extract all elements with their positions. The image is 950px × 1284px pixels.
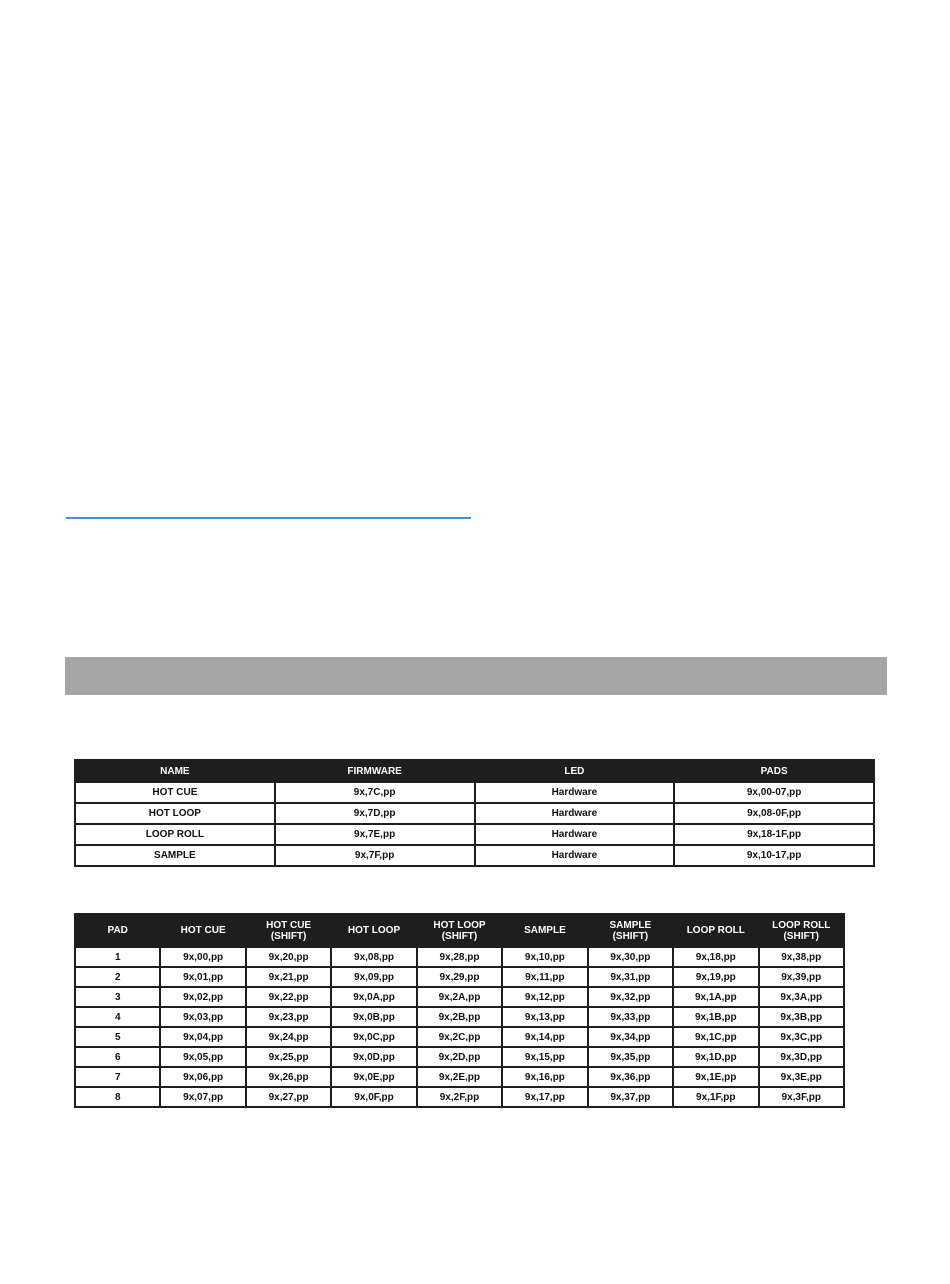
mode-pads-cell: 9x,08-0F,pp [674, 803, 874, 824]
mode-pads-cell: 9x,18-1F,pp [674, 824, 874, 845]
table-row [75, 987, 844, 1007]
mode-name-cell: LOOP ROLL [75, 824, 275, 845]
pad-header-hot-loop: HOT LOOP [331, 914, 416, 947]
sample-shift-cell: 9x,35,pp [588, 1047, 673, 1067]
sample-cell: 9x,17,pp [502, 1087, 587, 1107]
pad-number-cell: 6 [75, 1047, 160, 1067]
sample-shift-cell: 9x,31,pp [588, 967, 673, 987]
loop-roll-shift-cell: 9x,38,pp [759, 947, 845, 967]
loop-roll-shift-cell: 9x,3A,pp [759, 987, 845, 1007]
section-header-bar [65, 657, 887, 695]
hot-loop-shift-cell: 9x,2E,pp [417, 1067, 502, 1087]
loop-roll-cell: 9x,18,pp [673, 947, 758, 967]
hot-cue-cell: 9x,04,pp [160, 1027, 245, 1047]
mode-firmware-cell: 9x,7F,pp [275, 845, 475, 866]
mode-led-cell: Hardware [475, 824, 675, 845]
loop-roll-cell: 9x,1A,pp [673, 987, 758, 1007]
sample-cell: 9x,13,pp [502, 1007, 587, 1027]
table-row [75, 1067, 844, 1087]
mode-name-cell: HOT LOOP [75, 803, 275, 824]
loop-roll-shift-cell: 9x,39,pp [759, 967, 845, 987]
pad-header-pad: PAD [75, 914, 160, 947]
pad-number-cell: 2 [75, 967, 160, 987]
table-row [75, 947, 844, 967]
mode-header-firmware: FIRMWARE [275, 760, 475, 782]
hot-cue-shift-cell: 9x,27,pp [246, 1087, 331, 1107]
mode-pads-cell: 9x,00-07,pp [674, 782, 874, 803]
mode-header-name: NAME [75, 760, 275, 782]
mode-header-led: LED [475, 760, 675, 782]
mode-firmware-cell: 9x,7D,pp [275, 803, 475, 824]
loop-roll-cell: 9x,1D,pp [673, 1047, 758, 1067]
hot-loop-shift-cell: 9x,2C,pp [417, 1027, 502, 1047]
pad-number-cell: 8 [75, 1087, 160, 1107]
pad-header-hot-cue-shift: HOT CUE (SHIFT) [246, 914, 331, 947]
loop-roll-shift-cell: 9x,3B,pp [759, 1007, 845, 1027]
pad-mapping-table [74, 913, 845, 1108]
sample-cell: 9x,11,pp [502, 967, 587, 987]
blue-divider-rule [66, 517, 471, 519]
hot-cue-shift-cell: 9x,21,pp [246, 967, 331, 987]
hot-cue-shift-cell: 9x,24,pp [246, 1027, 331, 1047]
mode-firmware-cell: 9x,7E,pp [275, 824, 475, 845]
pad-header-sample-shift: SAMPLE (SHIFT) [588, 914, 673, 947]
hot-loop-shift-cell: 9x,28,pp [417, 947, 502, 967]
hot-loop-cell: 9x,0D,pp [331, 1047, 416, 1067]
loop-roll-cell: 9x,1F,pp [673, 1087, 758, 1107]
hot-loop-cell: 9x,08,pp [331, 947, 416, 967]
hot-loop-shift-cell: 9x,2F,pp [417, 1087, 502, 1107]
mode-header-pads: PADS [674, 760, 874, 782]
hot-cue-shift-cell: 9x,26,pp [246, 1067, 331, 1087]
loop-roll-cell: 9x,1E,pp [673, 1067, 758, 1087]
hot-cue-shift-cell: 9x,25,pp [246, 1047, 331, 1067]
hot-cue-cell: 9x,00,pp [160, 947, 245, 967]
loop-roll-shift-cell: 9x,3C,pp [759, 1027, 845, 1047]
sample-shift-cell: 9x,34,pp [588, 1027, 673, 1047]
sample-shift-cell: 9x,37,pp [588, 1087, 673, 1107]
table-row [75, 1047, 844, 1067]
hot-cue-cell: 9x,02,pp [160, 987, 245, 1007]
table-row [75, 1007, 844, 1027]
sample-cell: 9x,16,pp [502, 1067, 587, 1087]
sample-shift-cell: 9x,33,pp [588, 1007, 673, 1027]
mode-mapping-table [74, 759, 875, 867]
mode-led-cell: Hardware [475, 782, 675, 803]
table-row [75, 967, 844, 987]
hot-cue-cell: 9x,05,pp [160, 1047, 245, 1067]
mode-name-cell: HOT CUE [75, 782, 275, 803]
hot-cue-shift-cell: 9x,23,pp [246, 1007, 331, 1027]
sample-cell: 9x,14,pp [502, 1027, 587, 1047]
loop-roll-shift-cell: 9x,3E,pp [759, 1067, 845, 1087]
hot-loop-cell: 9x,0C,pp [331, 1027, 416, 1047]
hot-loop-shift-cell: 9x,2D,pp [417, 1047, 502, 1067]
sample-shift-cell: 9x,30,pp [588, 947, 673, 967]
loop-roll-cell: 9x,1C,pp [673, 1027, 758, 1047]
hot-loop-cell: 9x,0A,pp [331, 987, 416, 1007]
table-row [75, 803, 874, 824]
pad-header-loop-roll: LOOP ROLL [673, 914, 758, 947]
sample-cell: 9x,15,pp [502, 1047, 587, 1067]
hot-cue-shift-cell: 9x,20,pp [246, 947, 331, 967]
table-row [75, 1027, 844, 1047]
hot-loop-shift-cell: 9x,2A,pp [417, 987, 502, 1007]
table-row [75, 1087, 844, 1107]
sample-shift-cell: 9x,36,pp [588, 1067, 673, 1087]
loop-roll-shift-cell: 9x,3F,pp [759, 1087, 845, 1107]
pad-header-loop-roll-shift: LOOP ROLL (SHIFT) [759, 914, 845, 947]
hot-loop-cell: 9x,0B,pp [331, 1007, 416, 1027]
mode-table-header-row [75, 760, 874, 782]
pad-number-cell: 7 [75, 1067, 160, 1087]
table-row [75, 845, 874, 866]
hot-cue-cell: 9x,07,pp [160, 1087, 245, 1107]
pad-header-hot-loop-shift: HOT LOOP (SHIFT) [417, 914, 502, 947]
hot-loop-cell: 9x,09,pp [331, 967, 416, 987]
hot-cue-cell: 9x,03,pp [160, 1007, 245, 1027]
table-row [75, 824, 874, 845]
mode-led-cell: Hardware [475, 803, 675, 824]
mode-name-cell: SAMPLE [75, 845, 275, 866]
pad-number-cell: 4 [75, 1007, 160, 1027]
sample-cell: 9x,10,pp [502, 947, 587, 967]
mode-firmware-cell: 9x,7C,pp [275, 782, 475, 803]
mode-pads-cell: 9x,10-17,pp [674, 845, 874, 866]
hot-cue-cell: 9x,01,pp [160, 967, 245, 987]
loop-roll-cell: 9x,19,pp [673, 967, 758, 987]
pad-table-header-row [75, 914, 844, 947]
pad-number-cell: 3 [75, 987, 160, 1007]
pad-number-cell: 1 [75, 947, 160, 967]
loop-roll-shift-cell: 9x,3D,pp [759, 1047, 845, 1067]
table-row [75, 782, 874, 803]
hot-loop-shift-cell: 9x,2B,pp [417, 1007, 502, 1027]
hot-cue-cell: 9x,06,pp [160, 1067, 245, 1087]
pad-header-sample: SAMPLE [502, 914, 587, 947]
hot-loop-cell: 9x,0E,pp [331, 1067, 416, 1087]
mode-led-cell: Hardware [475, 845, 675, 866]
sample-shift-cell: 9x,32,pp [588, 987, 673, 1007]
loop-roll-cell: 9x,1B,pp [673, 1007, 758, 1027]
hot-cue-shift-cell: 9x,22,pp [246, 987, 331, 1007]
pad-number-cell: 5 [75, 1027, 160, 1047]
hot-loop-cell: 9x,0F,pp [331, 1087, 416, 1107]
pad-header-hot-cue: HOT CUE [160, 914, 245, 947]
hot-loop-shift-cell: 9x,29,pp [417, 967, 502, 987]
sample-cell: 9x,12,pp [502, 987, 587, 1007]
